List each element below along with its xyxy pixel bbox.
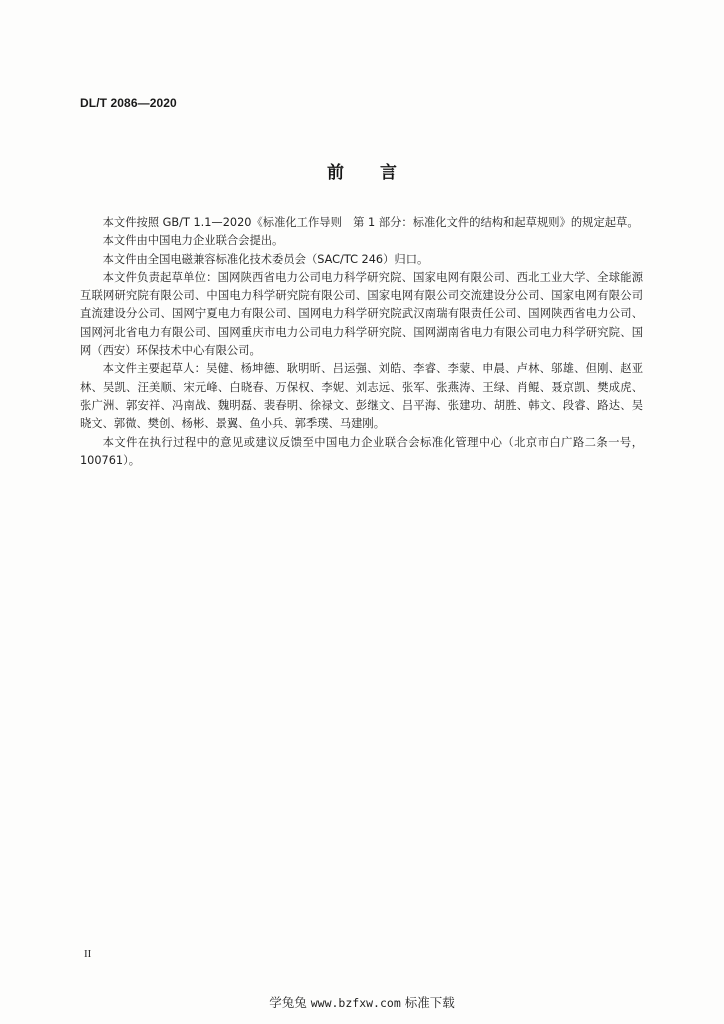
paragraph-drafters: 本文件主要起草人：吴健、杨坤德、耿明昕、吕运强、刘皓、李睿、李蒙、申晨、卢林、邬雄、但刚、赵亚林、吴凯、汪美顺、宋元峰、白晓春、万保权、李妮、刘志远、张军、张燕涛、王绿、肖鲲、聂京凯、樊成虎、张广洲、郭安祥、冯南战、魏明磊、裴春明、徐禄文、彭继文、吕平海、张建功、胡胜、韩文、段睿、路达、吴晓文、郭微、樊创、杨彬、景翼、鱼小兵、郭季璞、马建刚。 xyxy=(80,362,643,431)
watermark-url[interactable]: www.bzfxw.com xyxy=(310,996,401,1010)
watermark xyxy=(0,993,724,1011)
watermark-site-name: 学兔兔 xyxy=(269,995,307,1010)
page-title: 前言 xyxy=(327,163,433,183)
paragraph-committee: 本文件由全国电磁兼容标准化技术委员会（SAC/TC 246）归口。 xyxy=(102,252,429,266)
paragraph-proposer: 本文件由中国电力企业联合会提出。 xyxy=(102,234,284,248)
document-code: DL/T 2086—2020 xyxy=(80,96,177,110)
page-number: II xyxy=(84,948,92,960)
paragraph-feedback: 本文件在执行过程中的意见或建议反馈至中国电力企业联合会标准化管理中心（北京市白广路二条一号，100761）。 xyxy=(80,435,643,467)
foreword-body xyxy=(80,214,643,470)
paragraph-drafting-units: 本文件负责起草单位：国网陕西省电力公司电力科学研究院、国家电网有限公司、西北工业大学、全球能源互联网研究院有限公司、中国电力科学研究院有限公司、国家电网有限公司交流建设分公司、国家电网有限公司直流建设分公司、国网宁夏电力有限公司、国网电力科学研究院武汉南瑞有限责任公司、国网陕西省电力公司、国网河北省电力有限公司、国网重庆市电力公司电力科学研究院、国网湖南省电力有限公司电力科学研究院、国网（西安）环保技术中心有限公司。 xyxy=(80,270,643,358)
watermark-tagline: 标准下载 xyxy=(404,995,455,1010)
paragraph-drafting-rules: 本文件按照 GB/T 1.1—2020《标准化工作导则 第 1 部分：标准化文件的结构和起草规则》的规定起草。 xyxy=(102,216,639,229)
